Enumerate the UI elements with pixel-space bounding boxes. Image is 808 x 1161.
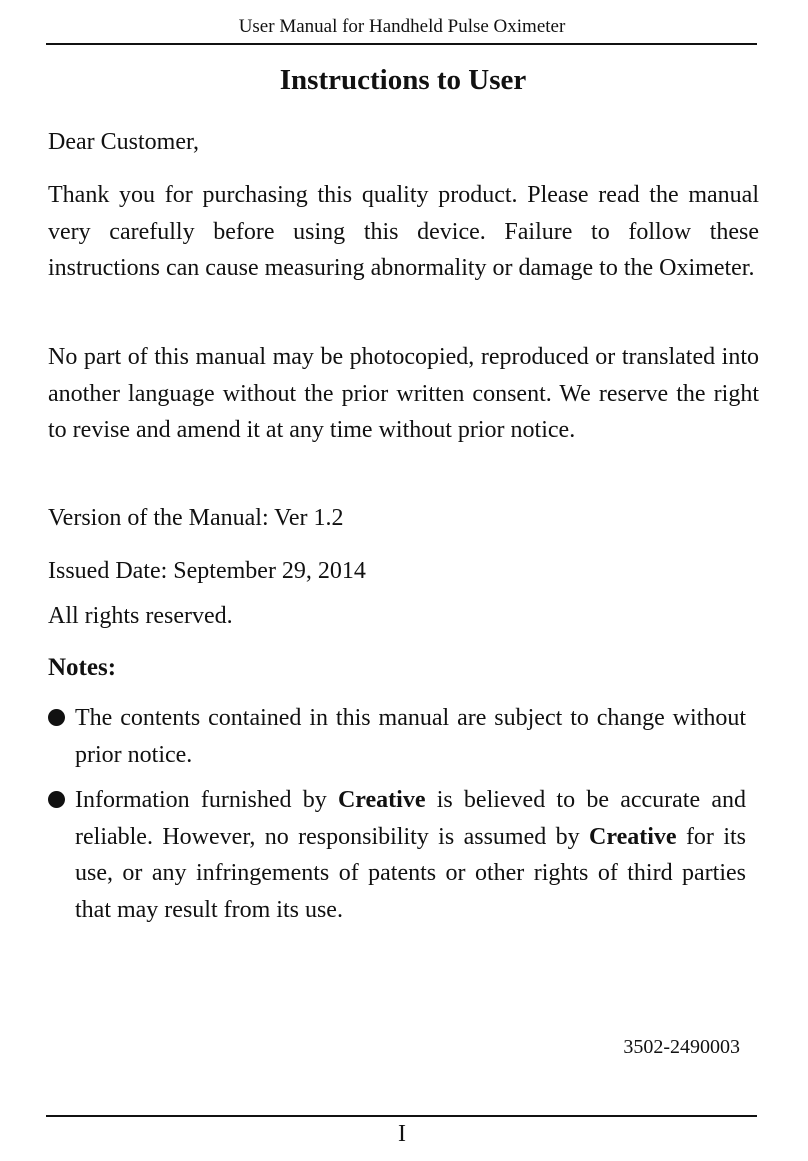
running-header: User Manual for Handheld Pulse Oximeter xyxy=(238,16,566,37)
notes-heading: Notes: xyxy=(48,654,117,681)
footer-rule xyxy=(46,1115,757,1117)
note-text: The contents contained in this manual are subject to change without prior notice. xyxy=(75,705,746,768)
document-number: 3502-2490003 xyxy=(623,1036,740,1058)
page-title: Instructions to User xyxy=(279,64,527,96)
page-number: I xyxy=(398,1121,406,1147)
copyright-paragraph: No part of this manual may be photocopied, reproduced or translated into another language without the prior written consent. We reserve the right to revise and amend it at any time without prior notice. xyxy=(48,344,759,443)
issued-date: Issued Date: September 29, 2014 xyxy=(48,558,366,584)
brand-name: Creative xyxy=(337,787,426,813)
bullet-icon xyxy=(48,709,65,726)
rights-statement: All rights reserved. xyxy=(48,603,233,629)
thanks-paragraph: Thank you for purchasing this quality product. Please read the manual very carefully before using this device. Failure to follow these instructions can cause measuring abnormality or damage to the Oximeter. xyxy=(48,182,759,281)
brand-name: Creative xyxy=(589,823,677,850)
manual-version: Version of the Manual: Ver 1.2 xyxy=(48,505,344,531)
salutation: Dear Customer, xyxy=(48,129,199,155)
header-rule xyxy=(46,43,757,45)
bullet-icon xyxy=(48,791,65,808)
note-text: Information furnished by Creative is believed to be accurate and reliable. However, no responsibility is assumed by Creative for its use, or any infringements of patents or other rights of third parties that may result from its use. xyxy=(75,787,746,923)
